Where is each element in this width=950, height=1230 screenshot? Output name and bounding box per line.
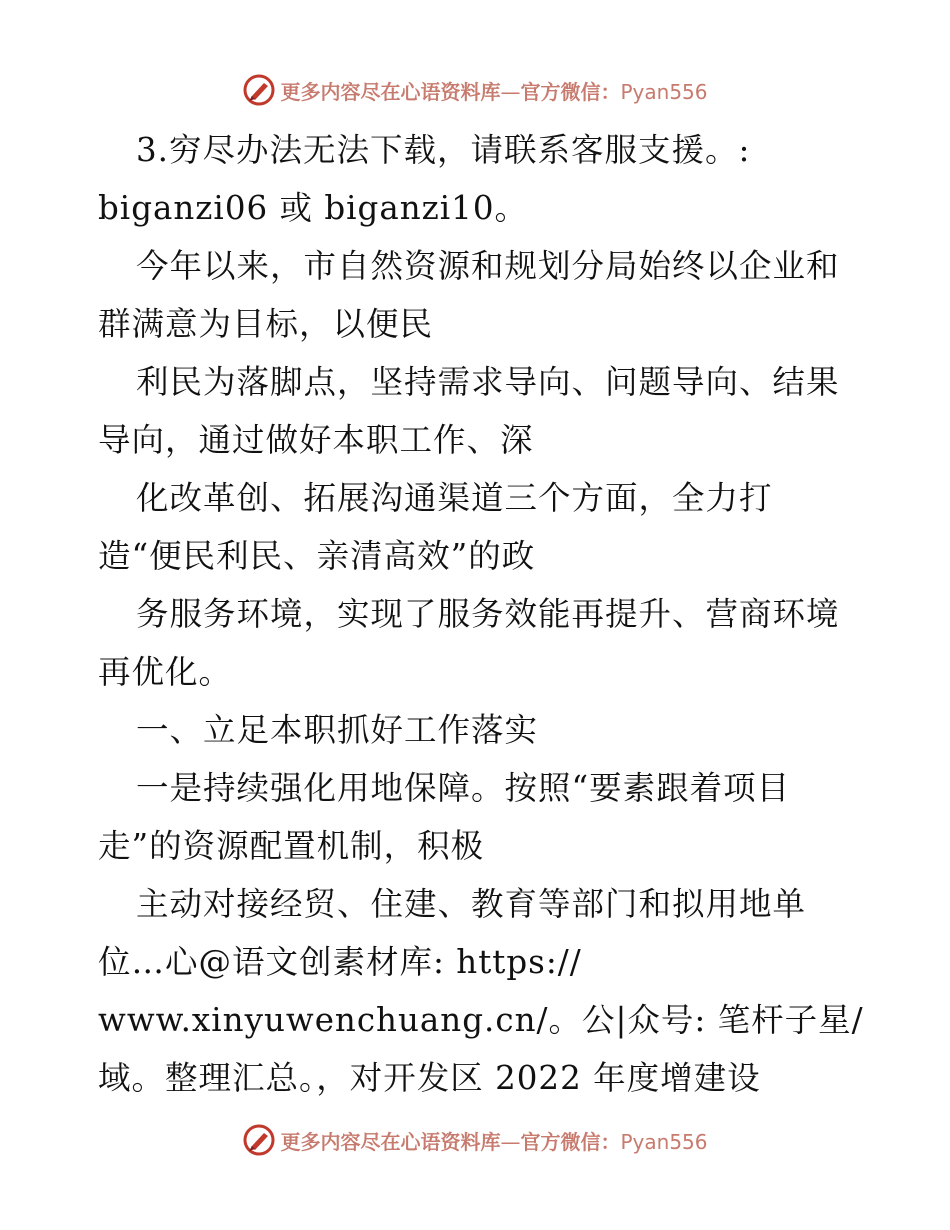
text-line: 导向，通过做好本职工作、深 <box>98 421 534 459</box>
text-line: 3.穷尽办法无法下载，请联系客服支援。: <box>136 131 751 169</box>
text-line: 利民为落脚点，坚持需求导向、问题导向、结果 <box>136 363 840 401</box>
pen-logo-icon <box>242 1123 276 1157</box>
text-line: 群满意为目标，以便民 <box>98 305 434 343</box>
header-watermark <box>0 70 950 110</box>
document-body <box>98 121 864 1107</box>
section-heading: 一、立足本职抓好工作落实 <box>136 711 539 749</box>
watermark-dash: — <box>500 1129 521 1154</box>
watermark-account: Pyan556 <box>620 79 708 104</box>
watermark-brand: 更多内容尽在心语资料库 <box>280 1129 501 1154</box>
text-line: www.xinyuwenchuang.cn/。公|众号: 笔杆子星/ <box>98 1001 864 1039</box>
text-line: 主动对接经贸、住建、教育等部门和拟用地单 <box>136 885 807 923</box>
watermark-label: 官方微信： <box>520 1129 621 1154</box>
text-line: 再优化。 <box>98 653 233 691</box>
pen-logo-icon <box>242 73 276 107</box>
text-line: 务服务环境，实现了服务效能再提升、营商环境 <box>136 595 840 633</box>
text-line: 走”的资源配置机制，积极 <box>98 827 485 865</box>
text-line: 一是持续强化用地保障。按照“要素跟着项目 <box>136 769 791 807</box>
watermark-dash: — <box>500 79 521 104</box>
text-line: 位…心@语文创素材库: https:// <box>98 943 582 981</box>
watermark-text <box>280 76 707 105</box>
text-line: biganzi06 或 biganzi10。 <box>98 189 529 227</box>
watermark-account: Pyan556 <box>620 1129 708 1154</box>
text-line: 域。整理汇总。，对开发区 2022 年度增建设 <box>98 1059 761 1097</box>
watermark-label: 官方微信： <box>520 79 621 104</box>
watermark-text <box>280 1126 707 1155</box>
text-line: 化改革创、拓展沟通渠道三个方面，全力打 <box>136 479 773 517</box>
watermark-brand: 更多内容尽在心语资料库 <box>280 79 501 104</box>
footer-watermark <box>0 1120 950 1160</box>
text-line: 造“便民利民、亲清高效”的政 <box>98 537 536 575</box>
text-line: 今年以来，市自然资源和规划分局始终以企业和 <box>136 247 840 285</box>
